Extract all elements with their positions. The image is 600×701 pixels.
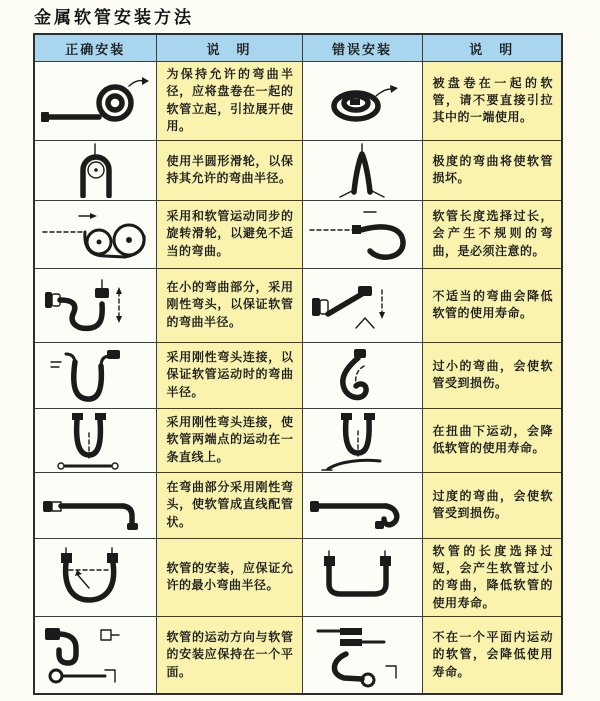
table-row [34,617,562,694]
table-row [34,268,562,342]
twisted-u-motion-illustration [306,409,418,471]
correct-description: 采用刚性弯头连接，以保证软管运动时的弯曲半径。 [156,342,302,408]
inline-u-motion-illustration [39,409,151,471]
wrong-illustration-cell [302,62,422,141]
table-row [34,472,562,538]
header-row [34,34,562,62]
wrong-description: 不适当的弯曲会降低软管的使用寿命。 [422,268,562,342]
table-row [34,342,562,408]
header-description-wrong: 说 明 [422,34,562,62]
wrong-illustration-cell [302,268,422,342]
rigid-elbow-small-bend-illustration [39,274,151,336]
overlong-irregular-loop-illustration [306,204,418,264]
wrong-illustration-cell [302,472,422,538]
straight-pipe-elbow-illustration [39,475,151,535]
wrong-description: 软管的长度选择过短，会产生软管过小的弯曲，降低软管的使用寿命。 [422,538,562,617]
minimum-radius-u-illustration [39,546,151,608]
wrong-description: 在扭曲下运动，会降低软管的使用寿命。 [422,408,562,472]
correct-description: 使用半圆形滑轮，以保持其允许的弯曲半径。 [156,140,302,200]
out-of-plane-routing-illustration [306,622,418,688]
wrong-illustration-cell [302,538,422,617]
wrong-illustration-cell [302,408,422,472]
correct-description: 在弯曲部分采用刚性弯头，使软管成直线配管状。 [156,472,302,538]
extreme-fold-illustration [306,142,418,198]
table-row [34,140,562,200]
header-description-correct: 说 明 [156,34,302,62]
correct-illustration-cell [34,62,156,141]
synchronized-rollers-illustration [39,204,151,264]
wrong-description: 极度的弯曲将使软管损坏。 [422,140,562,200]
semicircular-pulley-illustration [39,142,151,198]
correct-illustration-cell [34,268,156,342]
wrong-description: 过小的弯曲，会使软管受到损伤。 [422,342,562,408]
correct-illustration-cell [34,617,156,694]
table-row [34,62,562,141]
correct-description: 为保持允许的弯曲半径，应将盘卷在一起的软管立起，引拉展开使用。 [156,62,302,141]
correct-description: 采用和软管运动同步的旋转滑轮，以避免不适当的弯曲。 [156,200,302,268]
page-title: 金属软管安装方法 [34,8,194,28]
correct-description: 在小的弯曲部分，采用刚性弯头，以保证软管的弯曲半径。 [156,268,302,342]
same-plane-routing-illustration [39,622,151,688]
improper-sharp-bend-illustration [306,274,418,336]
correct-illustration-cell [34,200,156,268]
correct-description: 采用刚性弯头连接，使软管两端点的运动在一条直线上。 [156,408,302,472]
correct-illustration-cell [34,408,156,472]
wrong-description: 过度的弯曲，会使软管受到损伤。 [422,472,562,538]
rigid-elbow-u-connection-illustration [39,346,151,404]
too-short-flat-u-illustration [306,546,418,608]
wrong-illustration-cell [302,617,422,694]
header-correct-install: 正确安装 [34,34,156,62]
upright-coil-illustration [39,72,151,130]
wrong-illustration-cell [302,140,422,200]
wrong-description: 软管长度选择过长，会产生不规则的弯曲，是必须注意的。 [422,200,562,268]
correct-illustration-cell [34,538,156,617]
correct-illustration-cell [34,140,156,200]
table-row [34,408,562,472]
wrong-illustration-cell [302,342,422,408]
flat-coil-pulled-illustration [306,72,418,130]
correct-illustration-cell [34,472,156,538]
correct-illustration-cell [34,342,156,408]
over-bent-elbow-illustration [306,475,418,535]
header-wrong-install: 错误安装 [302,34,422,62]
too-small-bend-hook-illustration [306,346,418,404]
table-row [34,538,562,617]
wrong-illustration-cell [302,200,422,268]
table-row [34,200,562,268]
correct-description: 软管的运动方向与软管的安装应保持在一个平面。 [156,617,302,694]
hose-installation-table [33,33,563,695]
wrong-description: 被盘卷在一起的软管，请不要直接引拉其中的一端使用。 [422,62,562,141]
wrong-description: 不在一个平面内运动的软管，会降低使用寿命。 [422,617,562,694]
correct-description: 软管的安装，应保证允许的最小弯曲半径。 [156,538,302,617]
